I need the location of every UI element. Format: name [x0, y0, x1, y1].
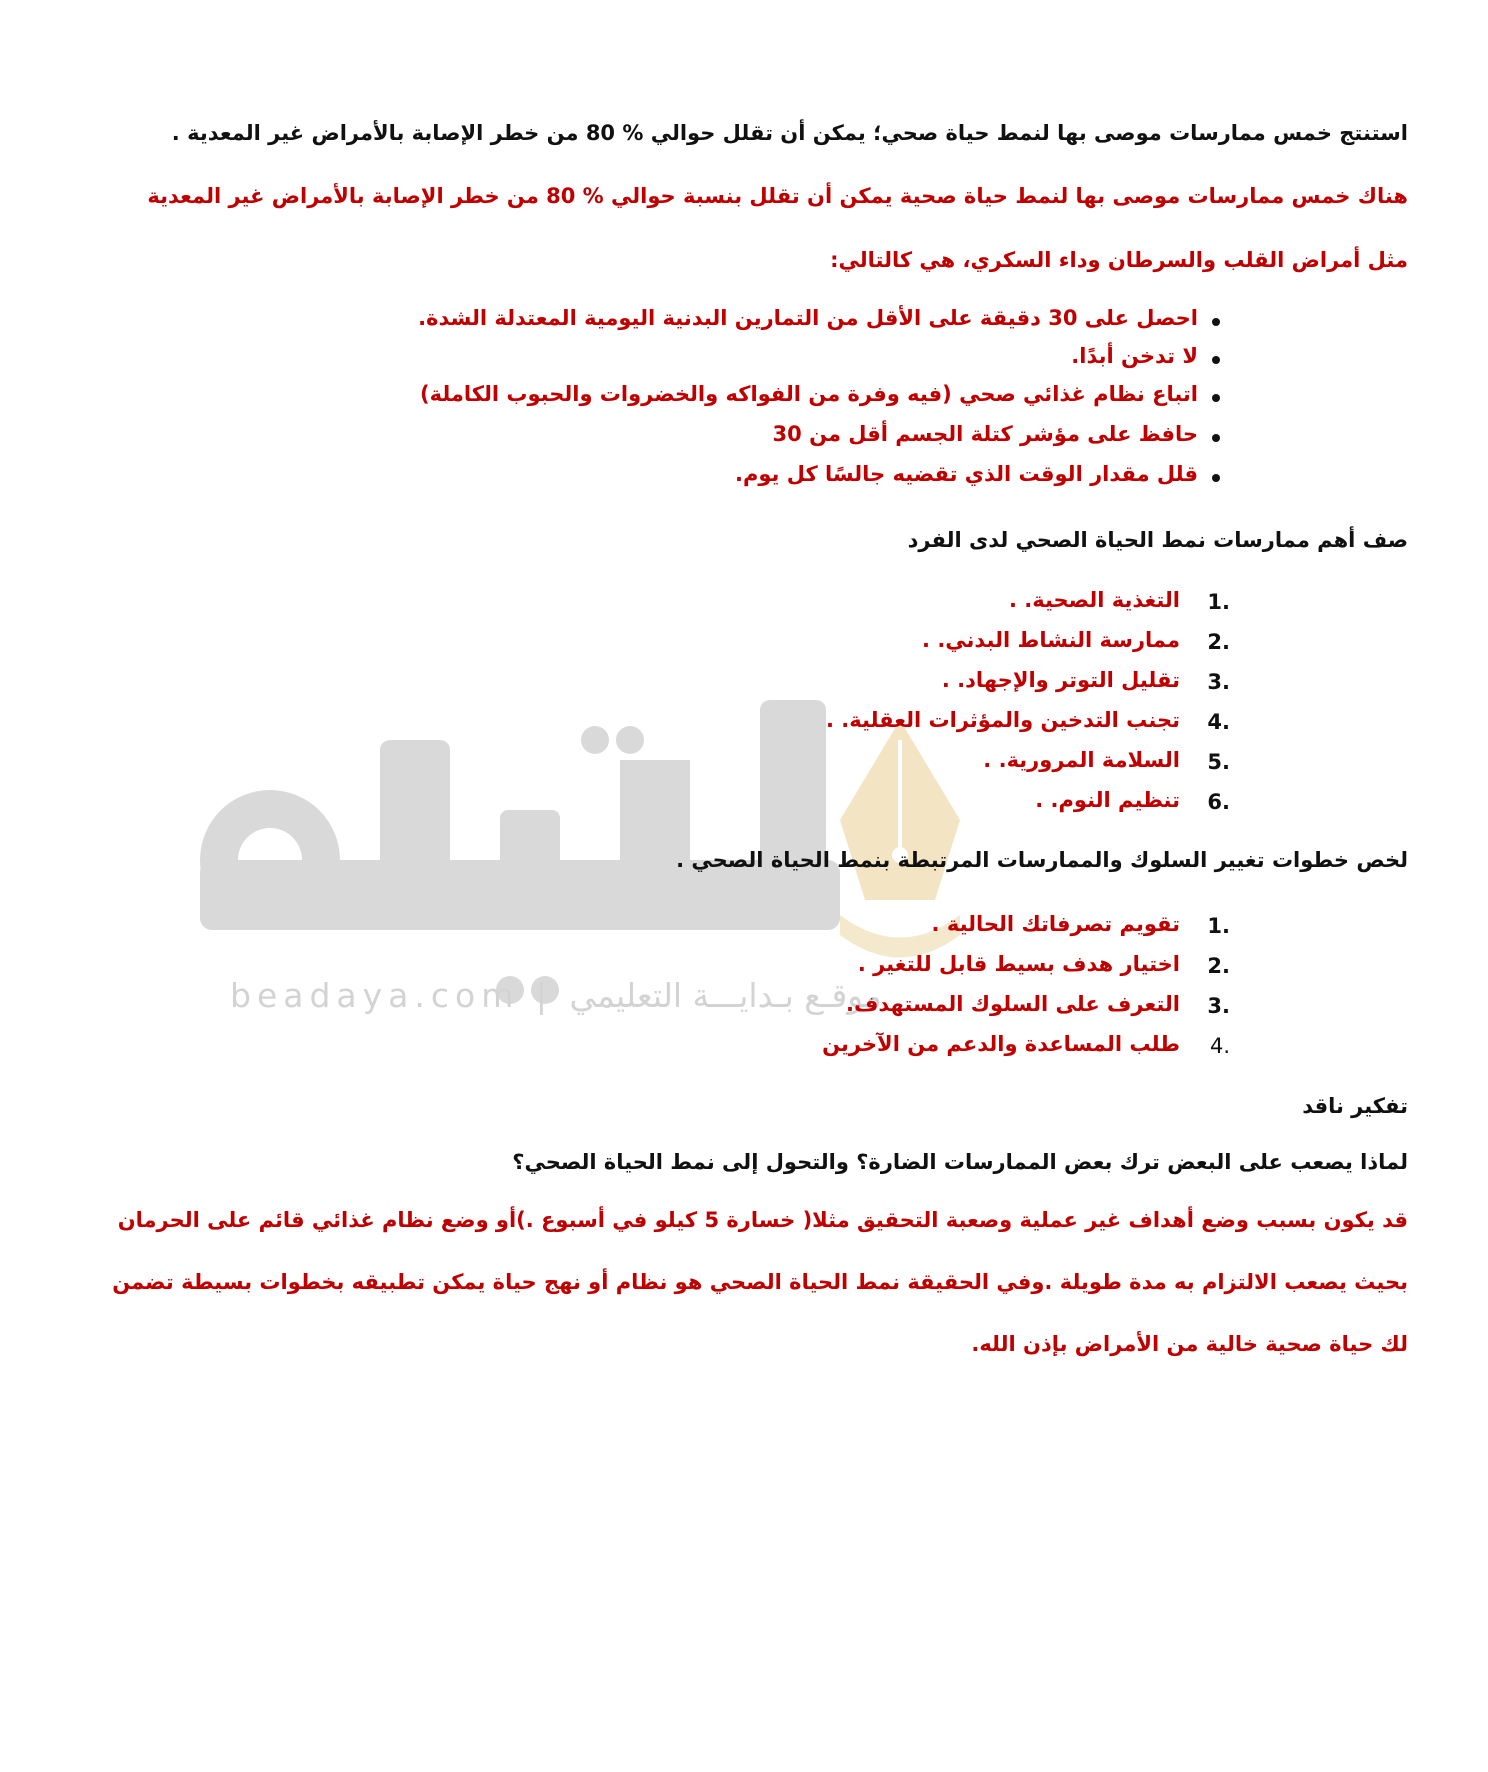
bullet-item-3: اتباع نظام غذائي صحي (فيه وفرة من الفواكه والخضروات والحبوب الكاملة): [419, 382, 1198, 406]
bullet-item-5: قلل مقدار الوقت الذي تقضيه جالسًا كل يوم.: [734, 462, 1198, 486]
question-3: لخص خطوات تغيير السلوك والممارسات المرتبطة بنمط الحياة الصحي .: [676, 848, 1408, 872]
step-item-4: طلب المساعدة والدعم من الآخرين: [822, 1032, 1180, 1056]
answer-1-line-2: مثل أمراض القلب والسرطان وداء السكري، هي كالتالي:: [830, 248, 1408, 272]
step-item-2: اختيار هدف بسيط قابل للتغير .: [857, 952, 1180, 976]
watermark-site-text: beadaya.com | موقـع بـدايـــة التعليمي: [230, 976, 882, 1015]
list-number: 1.: [1207, 590, 1230, 614]
critical-thinking-heading: تفكير ناقد: [1302, 1094, 1408, 1118]
answer-4-line-3: لك حياة صحية خالية من الأمراض بإذن الله.: [971, 1332, 1408, 1356]
list-number: 4.: [1207, 710, 1230, 734]
bullet-item-1: احصل على 30 دقيقة على الأقل من التمارين البدنية اليومية المعتدلة الشدة.: [418, 306, 1198, 330]
list-number: 1.: [1207, 914, 1230, 938]
bullet-dot: [1212, 356, 1220, 364]
list-number: 5.: [1207, 750, 1230, 774]
question-4: لماذا يصعب على البعض ترك بعض الممارسات الضارة؟ والتحول إلى نمط الحياة الصحي؟: [512, 1150, 1408, 1174]
bullet-item-2: لا تدخن أبدًا.: [1071, 344, 1198, 368]
list-number: 3.: [1207, 670, 1230, 694]
list-number: 4.: [1209, 1034, 1230, 1058]
question-2: صف أهم ممارسات نمط الحياة الصحي لدى الفرد: [907, 528, 1408, 552]
practice-item-6: تنظيم النوم. .: [1035, 788, 1180, 812]
answer-1-line-1: هناك خمس ممارسات موصى بها لنمط حياة صحية يمكن أن تقلل بنسبة حوالي % 80 من خطر الإصابة بالأمراض غير المعدية: [147, 184, 1408, 208]
practice-item-5: السلامة المرورية. .: [983, 748, 1180, 772]
practice-item-2: ممارسة النشاط البدني. .: [922, 628, 1180, 652]
list-number: 2.: [1207, 630, 1230, 654]
list-number: 6.: [1207, 790, 1230, 814]
bullet-dot: [1212, 474, 1220, 482]
list-number: 3.: [1207, 994, 1230, 1018]
bullet-dot: [1212, 434, 1220, 442]
question-1: استنتج خمس ممارسات موصى بها لنمط حياة صحي؛ يمكن أن تقلل حوالي % 80 من خطر الإصابة بالأمراض غير المعدية .: [171, 121, 1408, 145]
practice-item-3: تقليل التوتر والإجهاد. .: [941, 668, 1180, 692]
practice-item-1: التغذية الصحية. .: [1008, 588, 1180, 612]
bullet-dot: [1212, 318, 1220, 326]
practice-item-4: تجنب التدخين والمؤثرات العقلية. .: [826, 708, 1180, 732]
step-item-3: التعرف على السلوك المستهدف.: [846, 992, 1180, 1016]
bullet-dot: [1212, 394, 1220, 402]
list-number: 2.: [1207, 954, 1230, 978]
bullet-item-4: حافظ على مؤشر كتلة الجسم أقل من 30: [772, 422, 1198, 446]
step-item-1: تقويم تصرفاتك الحالية .: [931, 912, 1180, 936]
answer-4-line-2: بحيث يصعب الالتزام به مدة طويلة .وفي الحقيقة نمط الحياة الصحي هو نظام أو نهج حياة يمكن تطبيقه بخطوات بسيطة تضمن: [112, 1270, 1408, 1294]
answer-4-line-1: قد يكون بسبب وضع أهداف غير عملية وصعبة التحقيق مثلا( خسارة 5 كيلو في أسبوع .)أو وضع نظام غذائي قائم على الحرمان: [117, 1208, 1408, 1232]
